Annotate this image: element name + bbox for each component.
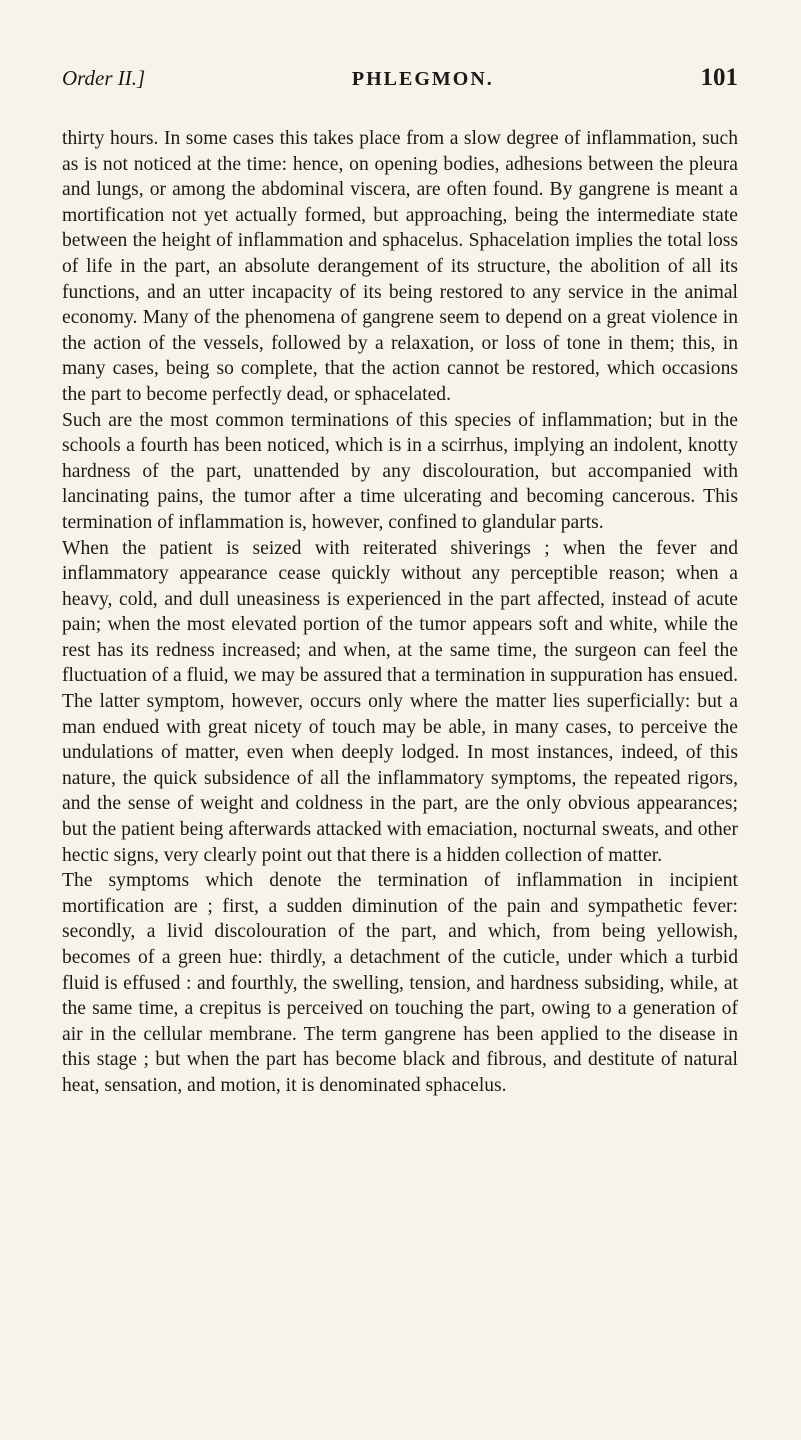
paragraph: Such are the most common terminations of this species of inflammation; but in the schools a fourth has been noticed, which is in a scirrhus, implying an indolent, knotty hardness of the part, unattended by any discolouration, but accompanied with lancinating pains, the tumor after a time ulcerating and becoming cancerous. This termination of inflammation is, however, confined to glandular parts. — [62, 409, 738, 533]
running-head — [62, 64, 738, 104]
running-head-title: PHLEGMON. — [351, 68, 494, 90]
running-head-order: Order II.] — [62, 66, 146, 90]
book-page — [62, 64, 738, 1099]
paragraph: thirty hours. In some cases this takes place from a slow degree of inflammation, such as is not noticed at the time: hence, on opening bodies, adhesions between the pleura and lungs, or among the abdominal viscera, are often found. By gangrene is meant a mortification not yet actually formed, but approaching, being the intermediate state between the height of inflammation and sphacelus. Sphacelation implies the total loss of life in the part, an absolute derangement of its structure, the abolition of all its functions, and an utter incapacity of its being restored to any service in the animal economy. Many of the phenomena of gangrene seem to depend on a great violence in the action of the vessels, followed by a relaxation, or loss of tone in them; this, in many cases, being so complete, that the action cannot be restored, which occasions the part to become perfectly dead, or sphacelated. — [62, 128, 738, 405]
page-number: 101 — [700, 64, 738, 91]
body-text — [62, 126, 738, 1099]
paragraph: When the patient is seized with reiterated shiverings ; when the fever and inflammatory appearance cease quickly without any perceptible reason; when a heavy, cold, and dull uneasiness is experienced in the part affected, instead of acute pain; when the most elevated portion of the tumor appears soft and white, while the rest has its redness increased; and when, at the same time, the surgeon can feel the fluctuation of a fluid, we may be assured that a termination in suppuration has ensued. The latter symptom, however, occurs only where the matter lies superficially: but a man endued with great nicety of touch may be able, in many cases, to perceive the undulations of matter, even when deeply lodged. In most instances, indeed, of this nature, the quick subsidence of all the inflammatory symptoms, the repeated rigors, and the sense of weight and coldness in the part, are the only obvious appearances; but the patient being afterwards attacked with emaciation, nocturnal sweats, and other hectic signs, very clearly point out that there is a hidden collection of matter. — [62, 537, 738, 866]
paragraph: The symptoms which denote the termination of inflammation in incipient mortification are ; first, a sudden diminution of the pain and sympathetic fever: secondly, a livid discolouration of the part, and which, from being yellowish, becomes of a green hue: thirdly, a detachment of the cuticle, under which a turbid fluid is effused : and fourthly, the swelling, tension, and hardness subsiding, while, at the same time, a crepitus is perceived on touching the part, owing to a generation of air in the cellular membrane. The term gangrene has been applied to the disease in this stage ; but when the part has become black and fibrous, and destitute of natural heat, sensation, and motion, it is denominated sphacelus. — [62, 870, 738, 1096]
